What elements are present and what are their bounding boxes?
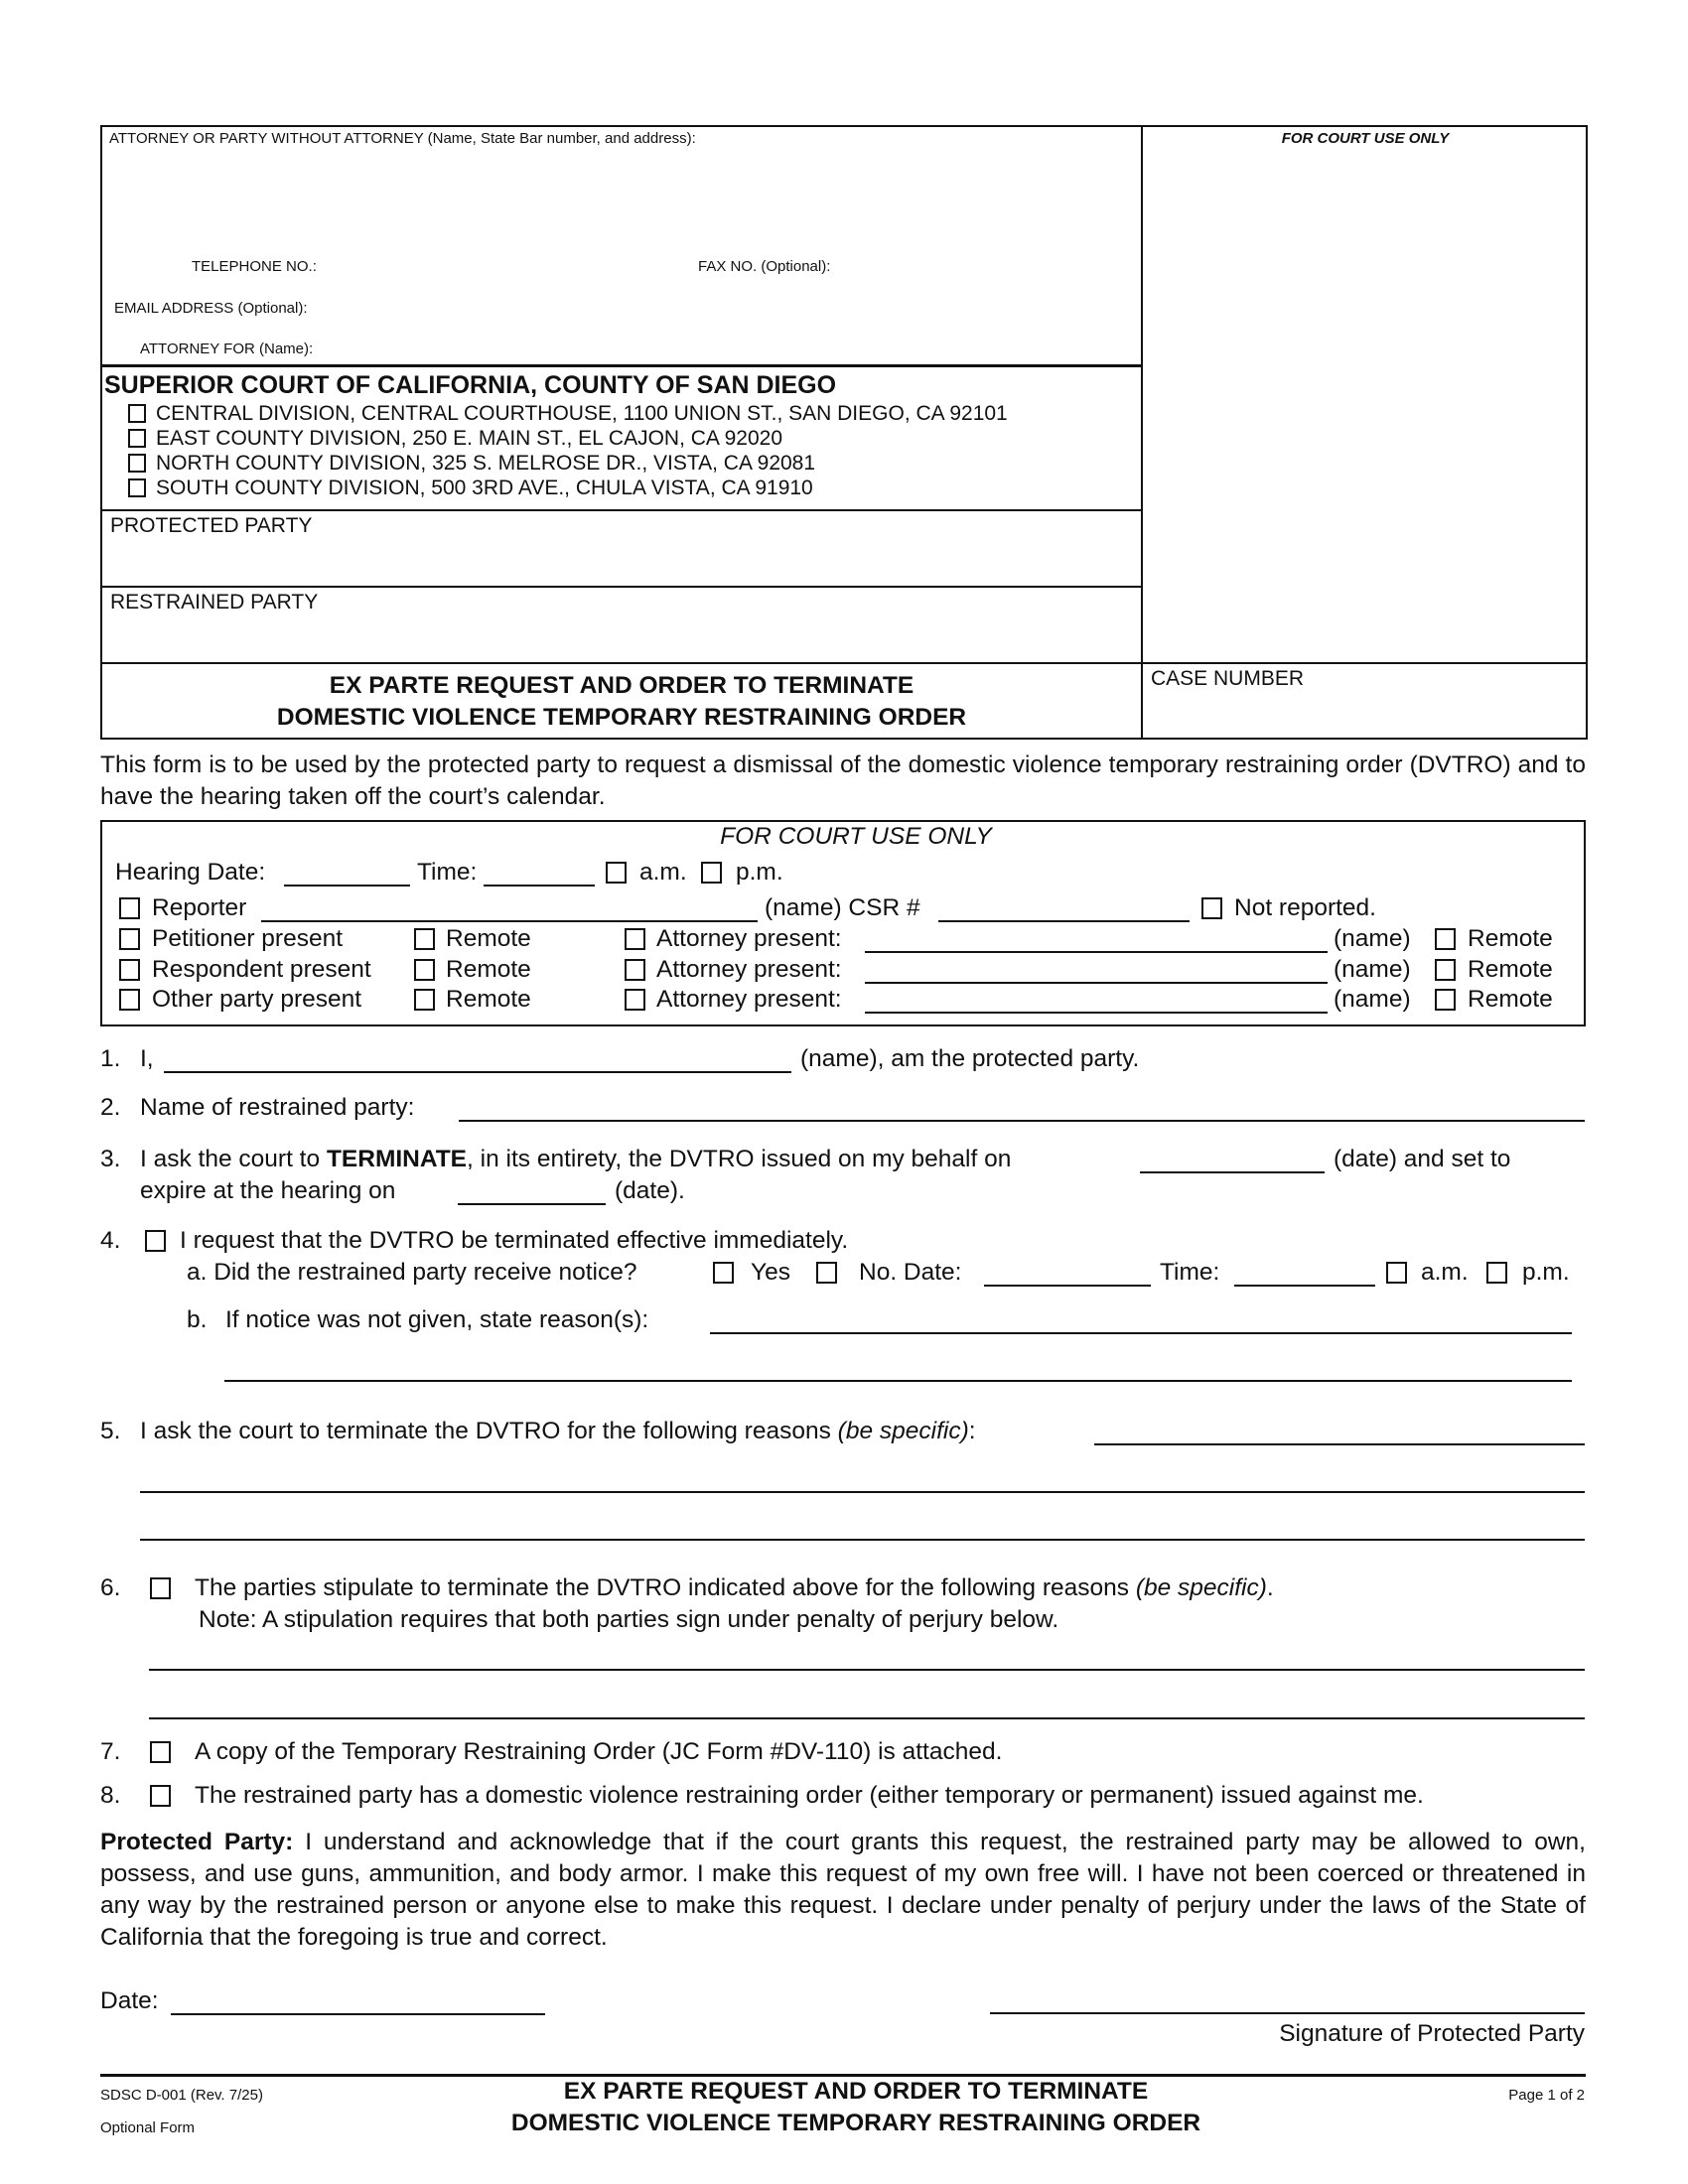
not-reported-checkbox[interactable] [1201, 897, 1222, 919]
declaration-paragraph: Protected Party: I understand and acknowledge that if the court grants this request, the restrained party may be allowed to own, possess, and use guns, ammunition, and body armor. I make this request of my own free will. I have not been coerced or threatened in any way by the restrained person or anyone else to make this request. I declare under penalty of perjury under the laws of the State of California that the foregoing is true and correct. [100, 1829, 1586, 1951]
notice-am-label: a.m. [1421, 1259, 1469, 1286]
attorney-remote-label: Remote [1468, 986, 1553, 1013]
page-number: Page 1 of 2 [1508, 2087, 1585, 2104]
remote-checkbox[interactable] [414, 959, 435, 981]
attorney-remote-checkbox[interactable] [1435, 989, 1456, 1011]
item-2-text: Name of restrained party: [140, 1094, 415, 1121]
division-north: NORTH COUNTY DIVISION, 325 S. MELROSE DR., VISTA, CA 92081 [156, 452, 816, 475]
protected-party-name-field[interactable] [164, 1071, 791, 1073]
form-id: SDSC D-001 (Rev. 7/25) [100, 2087, 263, 2104]
division-central: CENTRAL DIVISION, CENTRAL COURTHOUSE, 1100 UNION ST., SAN DIEGO, CA 92101 [156, 402, 1008, 425]
attorney-present-label: Attorney present: [656, 956, 842, 983]
notice-yes-checkbox[interactable] [713, 1262, 734, 1284]
item-4-text: I request that the DVTRO be terminated effective immediately. [180, 1227, 849, 1254]
court-use-only-label: FOR COURT USE ONLY [1281, 130, 1450, 147]
no-date-label: No. Date: [859, 1259, 962, 1286]
division-checkbox-east[interactable] [128, 429, 146, 448]
attorney-name-field[interactable] [865, 1012, 1328, 1014]
form-title-line1: EX PARTE REQUEST AND ORDER TO TERMINATE [329, 672, 914, 699]
name-csr-label: (name) CSR # [765, 894, 920, 921]
attorney-name-field[interactable] [865, 951, 1328, 953]
case-number-label: CASE NUMBER [1151, 667, 1305, 690]
divider [100, 364, 1143, 367]
party-label: Other party present [152, 986, 362, 1013]
notice-reason-field[interactable] [710, 1332, 1572, 1334]
item-3-date-label2: (date). [615, 1177, 685, 1204]
notice-am-checkbox[interactable] [1386, 1262, 1407, 1284]
attorney-remote-label: Remote [1468, 956, 1553, 983]
remote-label: Remote [446, 925, 531, 952]
restrained-party-name-field[interactable] [459, 1120, 1585, 1122]
item-3-text: I ask the court to TERMINATE, in its entirety, the DVTRO issued on my behalf on [140, 1146, 1012, 1172]
item-6-text: The parties stipulate to terminate the DVTRO indicated above for the following reasons (be specific). [195, 1574, 1274, 1601]
email-label: EMAIL ADDRESS (Optional): [114, 300, 308, 317]
division-east: EAST COUNTY DIVISION, 250 E. MAIN ST., EL CAJON, CA 92020 [156, 427, 782, 450]
item-3-text-line2: expire at the hearing on [140, 1177, 396, 1204]
hearing-am-checkbox[interactable] [606, 862, 627, 884]
fax-label: FAX NO. (Optional): [698, 258, 831, 275]
notice-pm-label: p.m. [1522, 1259, 1570, 1286]
caption-divider [1141, 125, 1143, 740]
pm-label: p.m. [736, 859, 783, 886]
item-7-number: 7. [100, 1738, 121, 1765]
item-7-text: A copy of the Temporary Restraining Order (JC Form #DV-110) is attached. [195, 1738, 1003, 1765]
time-label: Time: [417, 859, 478, 886]
attorney-name-field[interactable] [865, 982, 1328, 984]
intro-text: This form is to be used by the protected party to request a dismissal of the domestic violence temporary restraining order (DVTRO) and to have the hearing taken off the court’s calendar. [100, 751, 1586, 810]
divider [100, 586, 1143, 588]
item-8-number: 8. [100, 1782, 121, 1809]
attorney-remote-checkbox[interactable] [1435, 959, 1456, 981]
party-present-checkbox[interactable] [119, 989, 140, 1011]
item-2-number: 2. [100, 1094, 121, 1121]
footer-title-line2: DOMESTIC VIOLENCE TEMPORARY RESTRAINING ORDER [510, 2110, 1201, 2136]
date-label: Date: [100, 1987, 159, 2014]
attorney-present-label: Attorney present: [656, 986, 842, 1013]
division-checkbox-central[interactable] [128, 404, 146, 423]
remote-label: Remote [446, 956, 531, 983]
item-1-text: I, [140, 1045, 154, 1072]
court-name: SUPERIOR COURT OF CALIFORNIA, COUNTY OF SAN DIEGO [104, 371, 837, 399]
item-4b-letter: b. [187, 1306, 208, 1333]
notice-reason-field-line2[interactable] [224, 1380, 1572, 1382]
optional-form-label: Optional Form [100, 2119, 196, 2136]
form-title-line2: DOMESTIC VIOLENCE TEMPORARY RESTRAINING ORDER [276, 704, 967, 731]
item-6-number: 6. [100, 1574, 121, 1601]
attorney-remote-label: Remote [1468, 925, 1553, 952]
tro-attached-checkbox[interactable] [150, 1741, 171, 1763]
attorney-present-checkbox[interactable] [625, 989, 645, 1011]
reporter-checkbox[interactable] [119, 897, 140, 919]
item-4-number: 4. [100, 1227, 121, 1254]
item-8-text: The restrained party has a domestic violence restraining order (either temporary or permanent) issued against me. [195, 1782, 1424, 1809]
attorney-present-label: Attorney present: [656, 925, 842, 952]
item-1-suffix: (name), am the protected party. [800, 1045, 1140, 1072]
yes-label: Yes [751, 1259, 790, 1286]
stipulate-checkbox[interactable] [150, 1577, 171, 1599]
terminate-immediately-checkbox[interactable] [145, 1230, 166, 1252]
party-present-checkbox[interactable] [119, 959, 140, 981]
item-1-number: 1. [100, 1045, 121, 1072]
division-south: SOUTH COUNTY DIVISION, 500 3RD AVE., CHULA VISTA, CA 91910 [156, 477, 813, 499]
reporter-label: Reporter [152, 894, 247, 921]
csr-field[interactable] [938, 920, 1190, 922]
item-5-text: I ask the court to terminate the DVTRO for the following reasons (be specific): [140, 1418, 976, 1444]
hearing-pm-checkbox[interactable] [701, 862, 722, 884]
attorney-present-checkbox[interactable] [625, 959, 645, 981]
restrained-party-label: RESTRAINED PARTY [110, 591, 319, 614]
stipulation-reasons-line2[interactable] [149, 1717, 1585, 1719]
remote-checkbox[interactable] [414, 928, 435, 950]
attorney-remote-checkbox[interactable] [1435, 928, 1456, 950]
court-use-title: FOR COURT USE ONLY [720, 823, 992, 850]
divider [100, 662, 1588, 664]
attorney-label: ATTORNEY OR PARTY WITHOUT ATTORNEY (Name, State Bar number, and address): [109, 130, 696, 147]
item-3-date-label: (date) and set to [1334, 1146, 1511, 1172]
item-5-number: 5. [100, 1418, 121, 1444]
hearing-time-field[interactable] [484, 885, 595, 887]
signature-date-field[interactable] [171, 2013, 545, 2015]
termination-reasons-line3[interactable] [140, 1539, 1585, 1541]
signature-label: Signature of Protected Party [1279, 2020, 1585, 2047]
hearing-expire-date-field[interactable] [458, 1203, 606, 1205]
attorney-present-checkbox[interactable] [625, 928, 645, 950]
not-reported-label: Not reported. [1234, 894, 1376, 921]
hearing-date-field[interactable] [284, 885, 410, 887]
item-4b-text: If notice was not given, state reason(s): [225, 1306, 649, 1333]
attorney-for-label: ATTORNEY FOR (Name): [140, 341, 314, 357]
termination-reasons-field[interactable] [1094, 1443, 1585, 1445]
hearing-date-label: Hearing Date: [115, 859, 266, 886]
footer-title-line1: EX PARTE REQUEST AND ORDER TO TERMINATE [563, 2078, 1149, 2105]
divider [100, 509, 1143, 511]
party-present-checkbox[interactable] [119, 928, 140, 950]
protected-party-label: PROTECTED PARTY [110, 514, 313, 537]
division-checkbox-north[interactable] [128, 454, 146, 473]
item-4a-text: a. Did the restrained party receive notice? [187, 1259, 637, 1286]
notice-date-field[interactable] [984, 1285, 1151, 1287]
remote-checkbox[interactable] [414, 989, 435, 1011]
name-label: (name) [1334, 956, 1411, 983]
party-label: Respondent present [152, 956, 371, 983]
item-6-note: Note: A stipulation requires that both parties sign under penalty of perjury below. [199, 1606, 1059, 1633]
restrained-has-order-checkbox[interactable] [150, 1785, 171, 1807]
termination-reasons-line2[interactable] [140, 1491, 1585, 1493]
stipulation-reasons-line1[interactable] [149, 1669, 1585, 1671]
division-checkbox-south[interactable] [128, 478, 146, 497]
notice-pm-checkbox[interactable] [1486, 1262, 1507, 1284]
notice-time-field[interactable] [1234, 1285, 1375, 1287]
dvtro-issued-date-field[interactable] [1140, 1171, 1325, 1173]
am-label: a.m. [639, 859, 687, 886]
signature-field[interactable] [990, 2012, 1585, 2014]
name-label: (name) [1334, 925, 1411, 952]
remote-label: Remote [446, 986, 531, 1013]
telephone-label: TELEPHONE NO.: [192, 258, 317, 275]
party-label: Petitioner present [152, 925, 344, 952]
name-label: (name) [1334, 986, 1411, 1013]
notice-no-checkbox[interactable] [816, 1262, 837, 1284]
notice-time-label: Time: [1160, 1259, 1220, 1286]
item-3-number: 3. [100, 1146, 121, 1172]
reporter-name-field[interactable] [261, 920, 758, 922]
